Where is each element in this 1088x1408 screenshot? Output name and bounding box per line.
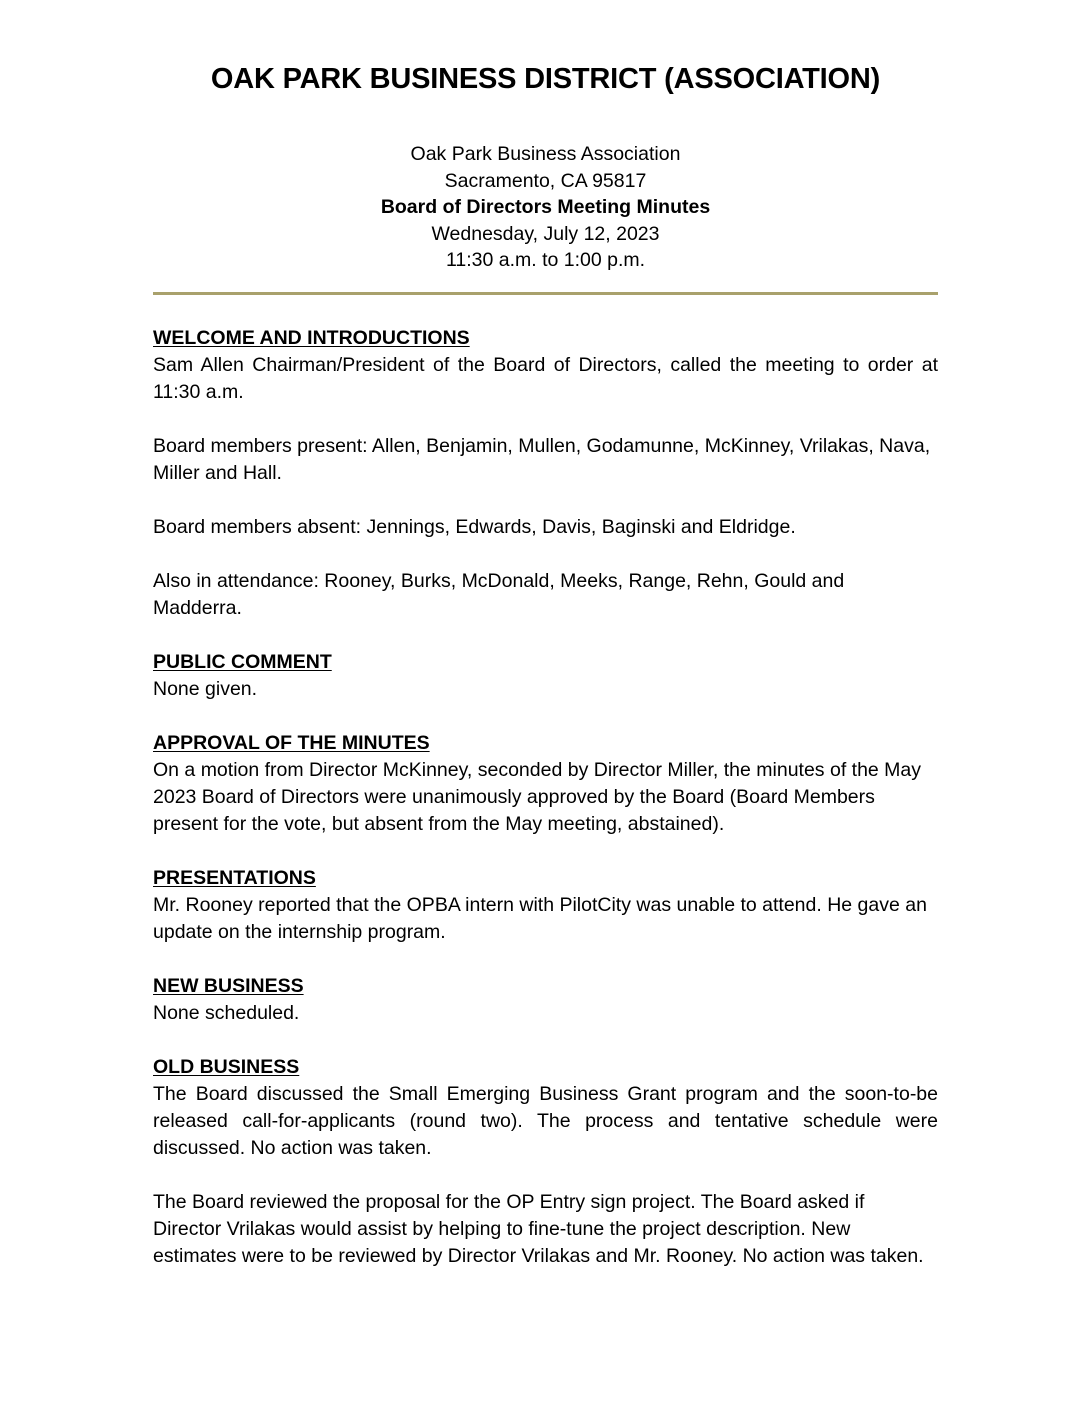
section [153,1054,938,1270]
paragraph: None given. [153,677,258,700]
paragraph: Mr. Rooney reported that the OPBA intern with PilotCity was unable to attend. He gave an update on the internship program. [153,893,927,943]
section-heading: PUBLIC COMMENT [153,650,332,673]
meeting-date: Wednesday, July 12, 2023 [431,222,660,245]
minutes-body [153,325,938,1270]
section-heading: WELCOME AND INTRODUCTIONS [153,326,470,349]
organization-name: Oak Park Business Association [410,143,681,166]
paragraph: Board members absent: Jennings, Edwards, Davis, Baginski and Eldridge. [153,515,796,538]
meeting-header-block [153,141,938,274]
page-title: OAK PARK BUSINESS DISTRICT (ASSOCIATION) [210,63,881,95]
paragraph: On a motion from Director McKinney, seconded by Director Miller, the minutes of the May 2023 Board of Directors were unanimously approved by the Board (Board Members present for the vote, but absent from the May meeting, abstained). [153,758,922,835]
section [153,649,938,703]
paragraph: Also in attendance: Rooney, Burks, McDonald, Meeks, Range, Rehn, Gould and Madderra. [153,569,845,619]
document-content [153,0,938,1270]
section [153,973,938,1027]
meeting-time: 11:30 a.m. to 1:00 p.m. [445,249,646,272]
paragraph: Sam Allen Chairman/President of the Board of Directors, called the meeting to order at 11:30 a.m. [153,353,938,403]
paragraph: Board members present: Allen, Benjamin, Mullen, Godamunne, McKinney, Vrilakas, Nava, Miller and Hall. [153,434,931,484]
section [153,325,938,622]
paragraph: None scheduled. [153,1001,300,1024]
section-heading: NEW BUSINESS [153,974,304,997]
section-heading: APPROVAL OF THE MINUTES [153,731,430,754]
document-subtitle: Board of Directors Meeting Minutes [380,196,711,219]
section [153,730,938,838]
organization-location: Sacramento, CA 95817 [444,169,647,192]
section-heading: PRESENTATIONS [153,866,316,889]
paragraph: The Board reviewed the proposal for the OP Entry sign project. The Board asked if Director Vrilakas would assist by helping to fine-tune the project description. New estimates were to be reviewed by Director Vrilakas and Mr. Rooney. No action was taken. [153,1190,924,1267]
section [153,865,938,946]
paragraph: The Board discussed the Small Emerging Business Grant program and the soon-to-be released call-for-applicants (round two). The process and tentative schedule were discussed. No action was taken. [153,1082,938,1159]
section-heading: OLD BUSINESS [153,1055,300,1078]
header-divider [153,292,938,295]
